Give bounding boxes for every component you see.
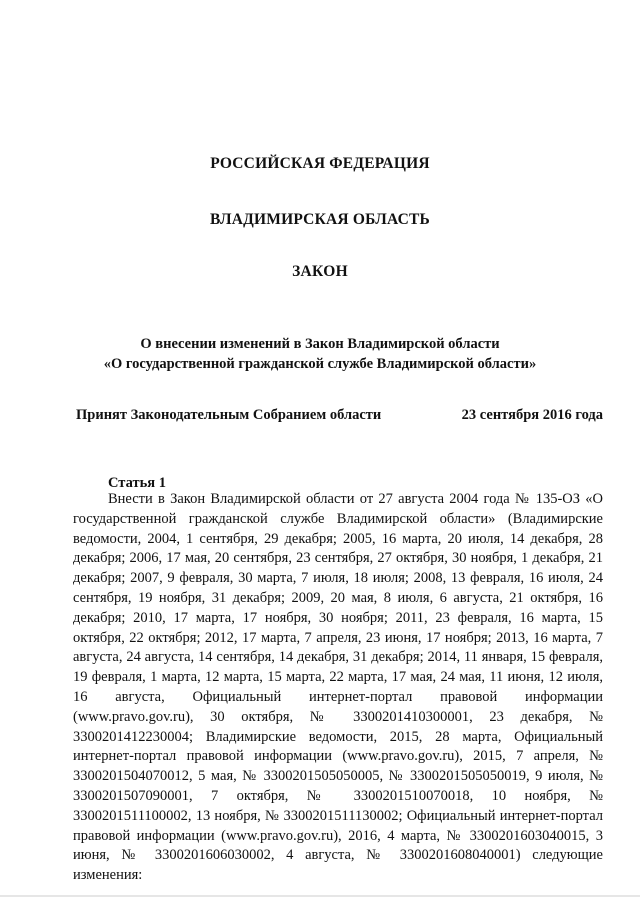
- document-type-heading: ЗАКОН: [292, 263, 348, 280]
- country-heading: РОССИЙСКАЯ ФЕДЕРАЦИЯ: [210, 155, 430, 172]
- article-body: Внести в Закон Владимирской области от 27 августа 2004 года № 135-ОЗ «О государственной гражданской службе Владимирской области» (Владимирские ведомости, 2004, 1 сентября, 29 декабря; 2005, 16 марта, 20 июля, 14 декабря, 28 декабря; 2006, 17 мая, 20 сентября, 23 сентября, 27 октября, 30 ноября, 1 декабря, 21 декабря; 2007, 9 февраля, 30 марта, 7 июля, 18 июля; 2008, 13 февраля, 16 июля, 24 сентября, 19 ноября, 31 декабря; 2009, 20 мая, 8 июля, 6 августа, 21 октября, 16 декабря; 2010, 17 марта, 17 ноября, 30 ноября; 2011, 23 февраля, 16 марта, 15 октября, 22 октября; 2012, 17 марта, 7 апреля, 23 июня, 17 ноября; 2013, 16 марта, 7 августа, 24 августа, 14 сентября, 14 декабря, 31 декабря; 2014, 11 января, 15 февраля, 19 февраля, 1 марта, 12 марта, 15 марта, 22 марта, 17 мая, 24 мая, 11 июня, 12 июля, 16 августа, Официальный интернет-портал правовой информации (www.pravo.gov.ru), 30 октября, № 3300201410300001, 23 декабря, № 3300201412230004; Владимирские ведомости, 2015, 28 марта, Официальный интернет-портал правовой информации (www.pravo.gov.ru), 2015, 7 апреля, № 3300201504070012, 5 мая, № 3300201505050005, № 3300201505050019, 9 июля, № 3300201507090001, 7 октября, № 3300201510070018, 10 ноября, № 3300201511100002, 13 ноября, № 3300201511130002; Официальный интернет-портал правовой информации (www.pravo.gov.ru), 2016, 4 марта, № 3300201603040015, 3 июня, № 3300201606030002, 4 августа, № 3300201608040001) следующие изменения:: [73, 491, 603, 884]
- region-heading: ВЛАДИМИРСКАЯ ОБЛАСТЬ: [210, 211, 430, 228]
- page-bottom-edge: [0, 895, 640, 897]
- adoption-line: [76, 407, 603, 424]
- subtitle-line-2: «О государственной гражданской службе Владимирской области»: [103, 356, 537, 372]
- law-subtitle: [0, 334, 640, 374]
- subtitle-line-1: О внесении изменений в Закон Владимирской области: [140, 336, 500, 352]
- adopted-by: Принят Законодательным Собранием области: [76, 407, 382, 423]
- article-title: Статья 1: [108, 475, 166, 491]
- adoption-date: 23 сентября 2016 года: [461, 407, 603, 423]
